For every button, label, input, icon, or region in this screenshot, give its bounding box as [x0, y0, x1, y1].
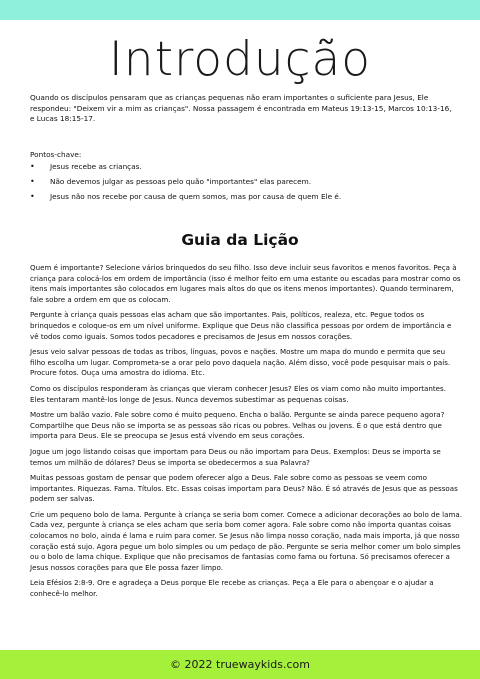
top-color-band	[0, 0, 480, 20]
intro-paragraph: Quando os discípulos pensaram que as crianças pequenas não eram importantes o suficiente para Jesus, Ele respondeu: "Deixem vir a mim as crianças". Nossa passagem é encontrada em Mateus 19:13-15, Marcos 10:13-16, e Lucas 18:15-17.	[30, 93, 452, 124]
lesson-guide-heading: Guia da Lição	[181, 231, 299, 249]
key-points-list	[30, 162, 460, 207]
lesson-paragraph: Jogue um jogo listando coisas que importam para Deus ou não importam para Deus. Exemplos: Deus se importa se temos um milhão de dólares? Deus se importa se obedecermos a sua Palavra?	[30, 446, 441, 467]
key-points-label: Pontos-chave:	[30, 150, 82, 159]
page-title: Introdução	[108, 32, 372, 87]
key-point-item	[30, 192, 460, 207]
lesson-paragraph: Mostre um balão vazio. Fale sobre como é muito pequeno. Encha o balão. Pergunte se ainda parece pequeno agora? Compartilhe que Deus não se importa se as pessoas são ricas ou pobres. Velhas ou jovens. É o que está dentro que importa para Deus. Ele se preocupa se Jesus está vivendo em seus corações.	[30, 410, 445, 441]
lesson-paragraph: Pergunte à criança quais pessoas elas acham que são importantes. Pais, políticos, realeza, etc. Pegue todos os brinquedos e coloque-os em um nível uniforme. Explique que Deus não classifica pessoas por ordem de importância e vê todos como iguais. Somos todos pecadores e precisamos de Jesus em nossos corações.	[30, 310, 452, 341]
key-point-item	[30, 162, 460, 177]
footer-copyright: © 2022 truewaykids.com	[0, 650, 480, 679]
lesson-paragraph: Leia Efésios 2:8-9. Ore e agradeça a Deus porque Ele recebe as crianças. Peça a Ele para o abençoar e o ajudar a conhecê-lo melhor.	[30, 578, 434, 599]
bullet-icon: •	[30, 162, 35, 171]
key-point-item	[30, 177, 460, 192]
bullet-icon: •	[30, 192, 35, 201]
bullet-icon: •	[30, 177, 35, 186]
key-point-text: Jesus recebe as crianças.	[50, 162, 142, 171]
lesson-paragraph: Quem é importante? Selecione vários brinquedos do seu filho. Isso deve incluir seus favoritos e menos favoritos. Peça à criança para colocá-los em ordem de importância (isso é melhor feito em uma estante ou escadas para mostrar como os itens mais importantes são colocados em lugares mais altos do que os itens menos importantes). Quando terminarem, fale sobre a ordem em que os colocam.	[30, 263, 461, 304]
lesson-paragraph: Muitas pessoas gostam de pensar que podem oferecer algo a Deus. Fale sobre como as pessoas se veem como importantes. Riquezas. Fama. Títulos. Etc. Essas coisas importam para Deus? Não. É só através de Jesus que as pessoas podem ser salvas.	[30, 473, 458, 504]
lesson-guide-body	[30, 263, 462, 605]
lesson-paragraph: Crie um pequeno bolo de lama. Pergunte à criança se seria bom comer. Comece a adicionar decorações ao bolo de lama. Cada vez, pergunte à criança se eles acham que seria bom comer agora. Fale sobre como não importa quantas coisas colocamos no bolo, ainda é lama e ruim para comer. Se Jesus não limpa nosso coração, nada mais importa, já que nosso coração está sujo. Agora pegue um bolo simples ou um pedaço de pão. Pergunte se seria melhor comer um bolo simples ou o bolo de lama chique. Explique que não precisamos de fantasias como fama ou fortuna. Só precisamos oferecer a Jesus nossos corações para que Ele possa fazer limpo.	[30, 509, 462, 572]
lesson-paragraph: Como os discípulos responderam às crianças que vieram conhecer Jesus? Eles os viam como não muito importantes. Eles tentaram mantê-los longe de Jesus. Nunca devemos subestimar as pequenas coisas.	[30, 383, 446, 404]
lesson-paragraph: Jesus veio salvar pessoas de todas as tribos, línguas, povos e nações. Mostre um mapa do mundo e permita que seu filho escolha um lugar. Comprometa-se a orar pelo povo daquela nação. Além disso, você pode pesquisar mais o país. Procure fotos. Ouça uma amostra do idioma. Etc.	[30, 347, 451, 378]
key-point-text: Jesus não nos recebe por causa de quem somos, mas por causa de quem Ele é.	[50, 192, 342, 201]
key-point-text: Não devemos julgar as pessoas pelo quão "importantes" elas parecem.	[50, 177, 312, 186]
